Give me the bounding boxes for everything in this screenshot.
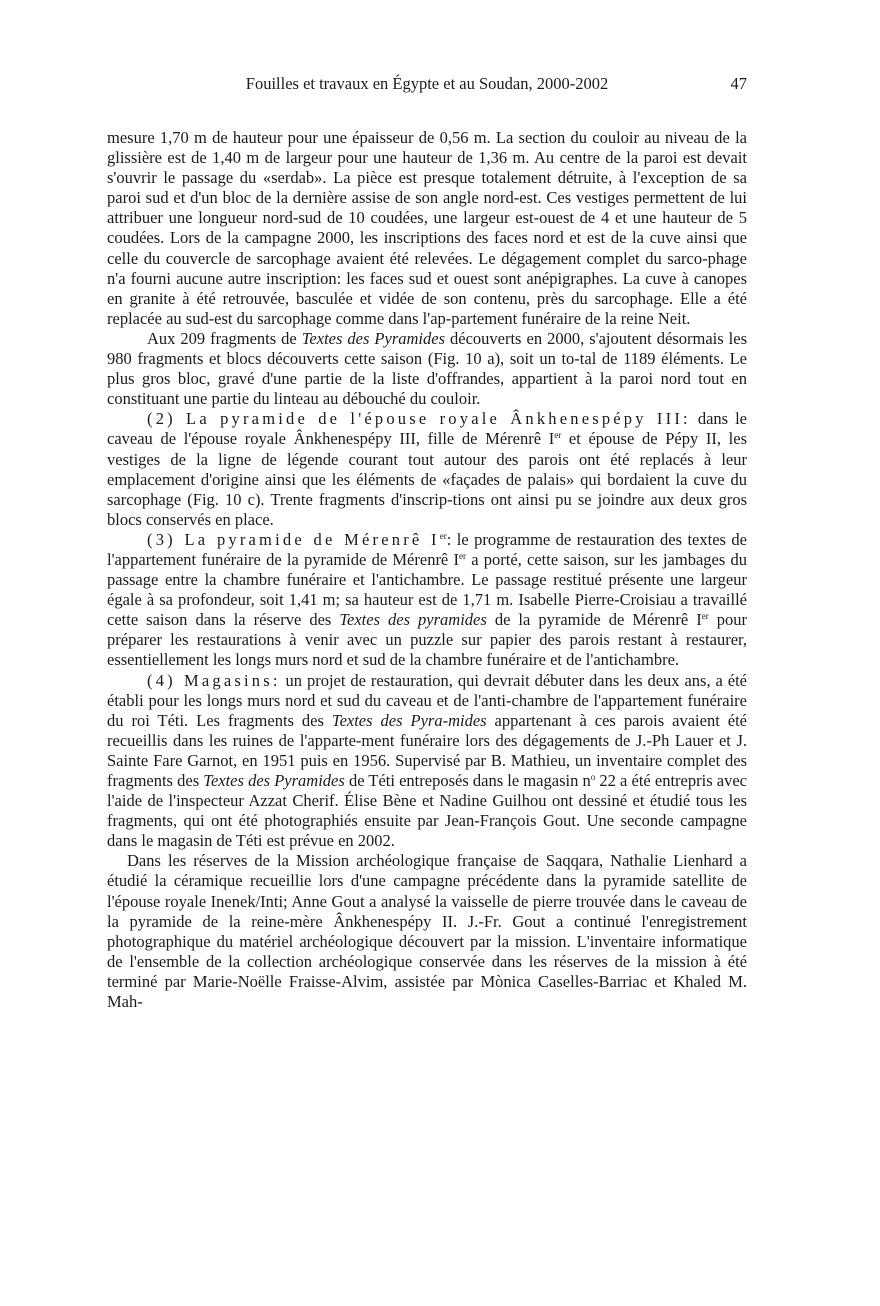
paragraph-text: appartenant à ces parois avaient été recueillis dans les ruines de l'apparte-ment funéraire lors des dégagements de J.-Ph Lauer et J. Sainte Fare Garnot, en 1951 puis en 1956. Supervisé par B. Mathieu, un inventaire complet des fragments des (107, 710, 747, 790)
italic-title: Textes des Pyramides (301, 328, 445, 348)
paragraph-text: pour préparer les restaurations à venir avec un puzzle sur papier des parois restant à restaurer, essentiellement les longs murs nord et sud de la chambre funéraire et de l'antichambre. (107, 610, 747, 670)
paragraph-text: a porté, cette saison, sur les jambages du passage entre la chambre funéraire et l'antichambre. Le passage restitué présente une largeur égale à sa profondeur, soit 1,41 m; sa hauteur est de 1,71 m. Isabelle Pierre-Croisiau a travaillé cette saison dans la réserve des (107, 549, 747, 630)
paragraph-magasins (107, 671, 747, 852)
paragraph-text: dans le caveau de l'épouse royale Ânkhenespépy III, fille de Mérenrê I (107, 409, 748, 449)
paragraph-reserves (107, 851, 747, 1012)
paragraph-merenre (107, 530, 747, 671)
paragraph-text: découverts en 2000, s'ajoutent désormais les 980 fragments et blocs découverts cette saison (Fig. 10 a), soit un to-tal de 1189 éléments. Le plus gros bloc, gravé d'une partie de la liste d'offrandes, appartient à la paroi nord tout en constituant une partie du linteau au débouché du couloir. (107, 328, 748, 409)
superscript: er (458, 550, 466, 561)
italic-title: Textes des Pyramides (203, 771, 345, 790)
section-heading: (4) Magasins: (147, 670, 281, 690)
superscript: er (701, 611, 709, 622)
superscript: o (590, 772, 596, 782)
paragraph-text: et épouse de Pépy II, les vestiges de la ligne de légende courant tout autour des parois ont été replacés à leur emplacement d'origine ainsi que les éléments de «façades de palais» qui bordaient la cuve du sarcophage (Fig. 10 c). Trente fragments d'inscrip-tions ont ainsi pu se joindre aux deux gros blocs conservés en place. (107, 429, 747, 529)
paragraph-text: Aux 209 fragments de (147, 328, 302, 348)
superscript: er (439, 530, 447, 541)
paragraph-text: de la pyramide de Mérenrê I (486, 610, 702, 630)
italic-title: Textes des Pyra-mides (331, 710, 487, 730)
italic-title: Textes des pyramides (339, 610, 487, 630)
section-heading: (2) La pyramide de l'épouse royale Ânkhenespépy III: (147, 409, 691, 429)
paragraph-ankhenespepy-iii (107, 409, 747, 530)
paragraph-fragments (107, 329, 747, 409)
section-heading: (3) La pyramide de Mérenrê I (147, 529, 440, 549)
paragraph-serdab (107, 128, 747, 329)
paragraph-text: Dans les réserves de la Mission archéologique française de Saqqara, Nathalie Lienhard a étudié la céramique recueillie lors d'une campagne précédente dans la pyramide satellite de l'épouse royale Inenek/Inti; Anne Gout a analysé la vaisselle de pierre trouvée dans le caveau de la pyramide de la reine-mère Ânkhenespépy II. J.-Fr. Gout a continué l'enregistrement photographique du matériel archéologique découvert par la mission. L'inventaire informatique de l'ensemble de la collection archéologique conservée dans les réserves de la mission à été terminé par Marie-Noëlle Fraisse-Alvim, assistée par Mònica Caselles-Barriac et Khaled M. Mah- (107, 851, 747, 1012)
superscript: er (554, 430, 562, 441)
section-heading-colon: : (446, 529, 452, 549)
page-number: 47 (730, 74, 747, 93)
paragraph-text: 22 a été entrepris avec l'aide de l'inspecteur Azzat Cherif. Élise Bène et Nadine Guilhou ont dessiné et étudié tous les fragments, qui ont été photographiés ensuite par Jean-François Gout. Une seconde campagne dans le magasin de Téti est prévue en 2002. (107, 771, 747, 851)
paragraph-text: mesure 1,70 m de hauteur pour une épaisseur de 0,56 m. La section du couloir au niveau de la glissière est de 1,40 m de largeur pour une hauteur de 1,36 m. Au centre de la paroi est devait s'ouvrir le passage du «serdab». La pièce est presque totalement détruite, à l'exception de sa paroi sud et d'un bloc de la dernière assise de son angle nord-est. Ces vestiges permettent de lui attribuer une longueur nord-sud de 10 coudées, une largeur est-ouest de 4 et une hauteur de 5 coudées. Lors de la campagne 2000, les inscriptions des faces nord et est de la cuve ainsi que celle du couvercle de sarcophage avaient été relevées. Le dégagement complet du sarco-phage n'a fourni aucune autre inscription: les faces sud et ouest sont anépigraphes. La cuve à canopes en granite à été retrouvée, basculée et vidée de son contenu, près du sarcophage. Elle a été replacée au sud-est du sarcophage comme dans l'ap-partement funéraire de la reine Neit. (107, 128, 747, 328)
running-title: Fouilles et travaux en Égypte et au Soudan, 2000-2002 (245, 74, 609, 93)
paragraph-text: un projet de restauration, qui devrait débuter dans les deux ans, a été établi pour les longs murs nord et sud du caveau et de l'anti-chambre de l'appartement funéraire du roi Téti. Les fragments des (107, 670, 747, 730)
paragraph-text: le programme de restauration des textes de l'appartement funéraire de la pyramide de Mérenrê I (107, 529, 747, 569)
body-text (107, 128, 747, 1012)
running-header (107, 72, 747, 96)
paragraph-text: de Téti entreposés dans le magasin n (344, 771, 591, 790)
